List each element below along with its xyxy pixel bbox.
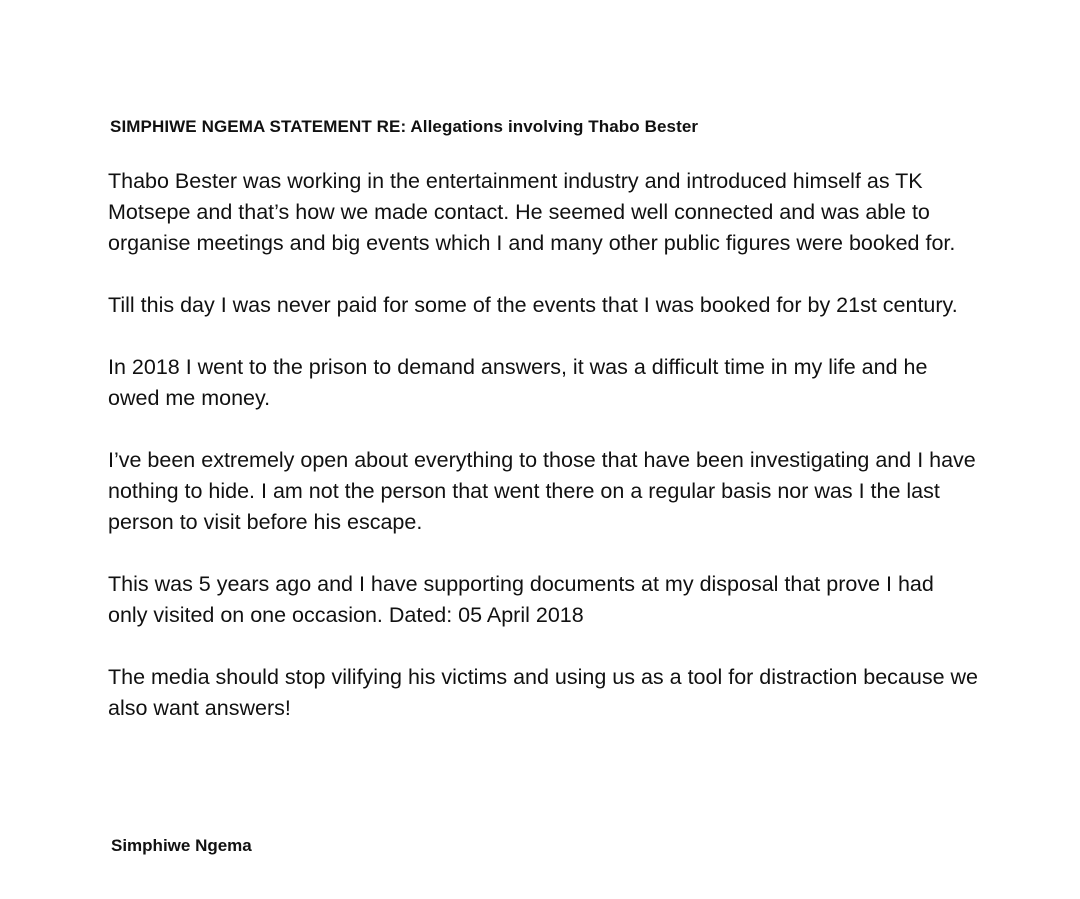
statement-title: SIMPHIWE NGEMA STATEMENT RE: Allegations involving Thabo Bester — [110, 117, 699, 136]
paragraph-media-appeal: The media should stop vilifying his victims and using us as a tool for distraction because we also want answers! — [108, 665, 978, 720]
paragraph-unpaid-events: Till this day I was never paid for some of the events that I was booked for by 21st century. — [108, 293, 958, 317]
statement-body — [108, 166, 978, 755]
paragraph-introduction: Thabo Bester was working in the entertainment industry and introduced himself as TK Motsepe and that’s how we made contact. He seemed well connected and was able to organise meetings and big events which I and many other public figures were booked for. — [108, 169, 956, 255]
paragraph-openness: I’ve been extremely open about everything to those that have been investigating and I have nothing to hide. I am not the person that went there on a regular basis nor was I the last person to visit before his escape. — [108, 448, 976, 534]
signature: Simphiwe Ngema — [111, 836, 252, 855]
paragraph-supporting-documents: This was 5 years ago and I have supporting documents at my disposal that prove I had only visited on one occasion. Dated: 05 April 2018 — [108, 572, 934, 627]
paragraph-prison-visit: In 2018 I went to the prison to demand answers, it was a difficult time in my life and he owed me money. — [108, 355, 928, 410]
